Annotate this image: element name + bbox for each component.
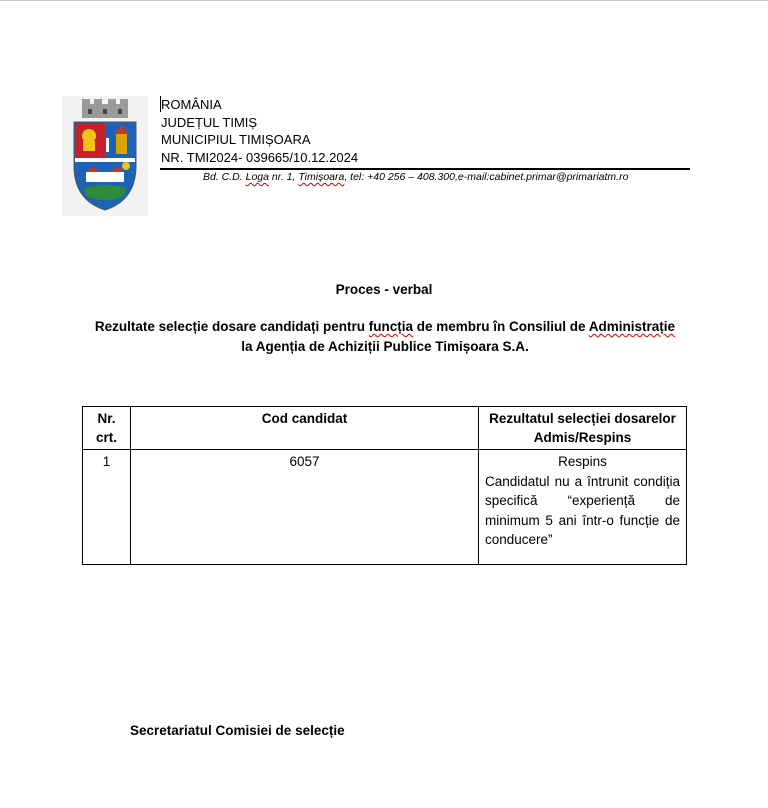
result-status: Respins	[558, 454, 607, 469]
document-subtitle: Rezultate selecție dosare candidați pentru funcția de membru în Consiliul de Administrație la Agenția de Achiziții Publice Timișoara S.A.	[94, 319, 676, 354]
cell-code: 6057	[131, 450, 479, 565]
registration-number: NR. TMI2024- 039665/10.12.2024	[161, 149, 359, 165]
letterhead	[161, 96, 358, 166]
table-row	[83, 450, 687, 565]
coat-of-arms-icon	[62, 96, 148, 216]
header-result: Rezultatul selecției dosarelor Admis/Respins	[479, 407, 687, 450]
document-title: Proces - verbal	[335, 282, 433, 297]
county-label: JUDEȚUL TIMIȘ	[161, 114, 258, 130]
spellcheck-word: funcția	[368, 319, 414, 334]
spellcheck-word: Timișoara	[298, 171, 345, 183]
cell-nr: 1	[83, 450, 131, 565]
result-reason: Candidatul nu a întrunit condiția specifică “experiență de minimum 5 ani într-o funcție de conducere”	[485, 473, 680, 547]
page-top-border	[0, 0, 768, 1]
spellcheck-word: Loga	[245, 171, 269, 183]
spellcheck-word: Administrație	[588, 319, 676, 334]
letterhead-divider	[160, 168, 690, 170]
country-label: ROMÂNIA	[161, 97, 222, 112]
header-code: Cod candidat	[131, 407, 479, 450]
contact-line: Bd. C.D. Loga nr. 1, Timișoara, tel: +40 256 – 408.300,e-mail:cabinet.primar@primariatm.ro	[203, 171, 629, 183]
results-table	[82, 406, 687, 565]
signature-label: Secretariatul Comisiei de selecție	[130, 723, 345, 738]
municipality-label: MUNICIPIUL TIMIȘOARA	[161, 132, 311, 147]
cell-result	[479, 450, 687, 565]
table-header-row	[83, 407, 687, 450]
header-nr: Nr. crt.	[83, 407, 131, 450]
